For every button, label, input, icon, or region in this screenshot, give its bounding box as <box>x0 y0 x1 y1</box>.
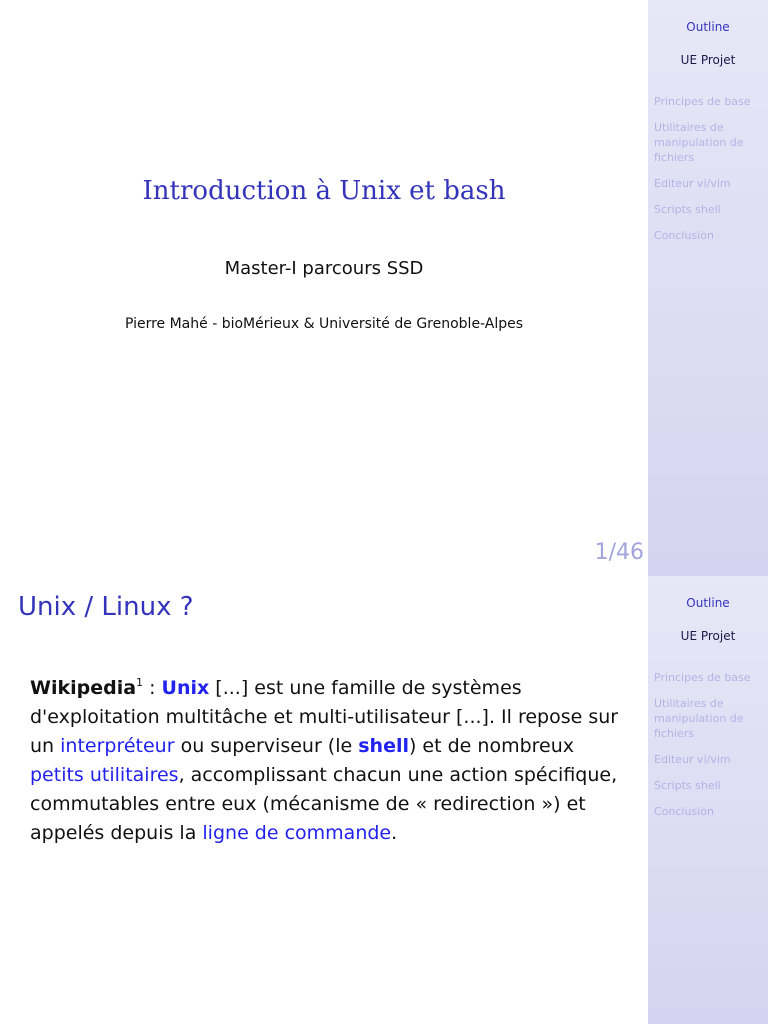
nav-item-scripts[interactable]: Scripts shell <box>654 203 721 216</box>
text-part-2: ou superviseur (le <box>174 735 359 757</box>
nav-item-scripts-2[interactable]: Scripts shell <box>654 779 721 792</box>
sidebar-nav-2 <box>648 576 768 1024</box>
source-label: Wikipedia <box>30 677 137 699</box>
term-unix: Unix <box>161 677 210 699</box>
nav-outline-link[interactable]: Outline <box>686 20 730 34</box>
presentation-title: Introduction à Unix et bash <box>142 176 506 206</box>
definition-paragraph <box>30 668 630 848</box>
presentation-author: Pierre Mahé - bioMérieux & Université de Grenoble-Alpes <box>124 316 524 332</box>
separator: : <box>143 677 162 699</box>
nav-item-utilitaires[interactable]: Utilitaires de manipulation de fichiers <box>654 121 744 164</box>
nav-section-list-2 <box>654 670 766 830</box>
text-part-5: . <box>391 822 398 844</box>
text-part-4: , accomplissant chacun une action spécifique, commutables entre eux (mécanisme de « redirection ») et appelés depuis la <box>30 764 618 844</box>
nav-current-section-2[interactable]: UE Projet <box>680 629 736 643</box>
nav-current-section[interactable]: UE Projet <box>680 53 736 67</box>
nav-outline-link-2[interactable]: Outline <box>686 596 730 610</box>
footnote-mark: 1 <box>136 676 144 689</box>
nav-item-utilitaires-2[interactable]: Utilitaires de manipulation de fichiers <box>654 697 744 740</box>
sidebar-nav <box>648 0 768 576</box>
nav-section-list <box>654 94 766 254</box>
term-interpreteur: interpréteur <box>60 735 175 757</box>
term-ligne-de-commande: ligne de commande <box>202 822 392 844</box>
slide-unix-linux <box>0 576 768 1024</box>
text-part-1: [...] est une famille de systèmes d'exploitation multitâche et multi-utilisateur [...]. Il repose sur un <box>30 677 619 757</box>
frame-title: Unix / Linux ? <box>18 592 194 622</box>
term-shell: shell <box>358 735 409 757</box>
presentation-subtitle: Master-I parcours SSD <box>224 258 424 279</box>
nav-item-conclusion[interactable]: Conclusion <box>654 229 714 242</box>
nav-item-principes[interactable]: Principes de base <box>654 95 751 108</box>
nav-item-editeur-2[interactable]: Editeur vi/vim <box>654 753 731 766</box>
nav-item-principes-2[interactable]: Principes de base <box>654 671 751 684</box>
page-number: 1/46 <box>594 540 644 565</box>
text-part-3: ) et de nombreux <box>408 735 575 757</box>
term-petits-utilitaires: petits utilitaires <box>30 764 179 786</box>
nav-item-conclusion-2[interactable]: Conclusion <box>654 805 714 818</box>
nav-item-editeur[interactable]: Editeur vi/vim <box>654 177 731 190</box>
